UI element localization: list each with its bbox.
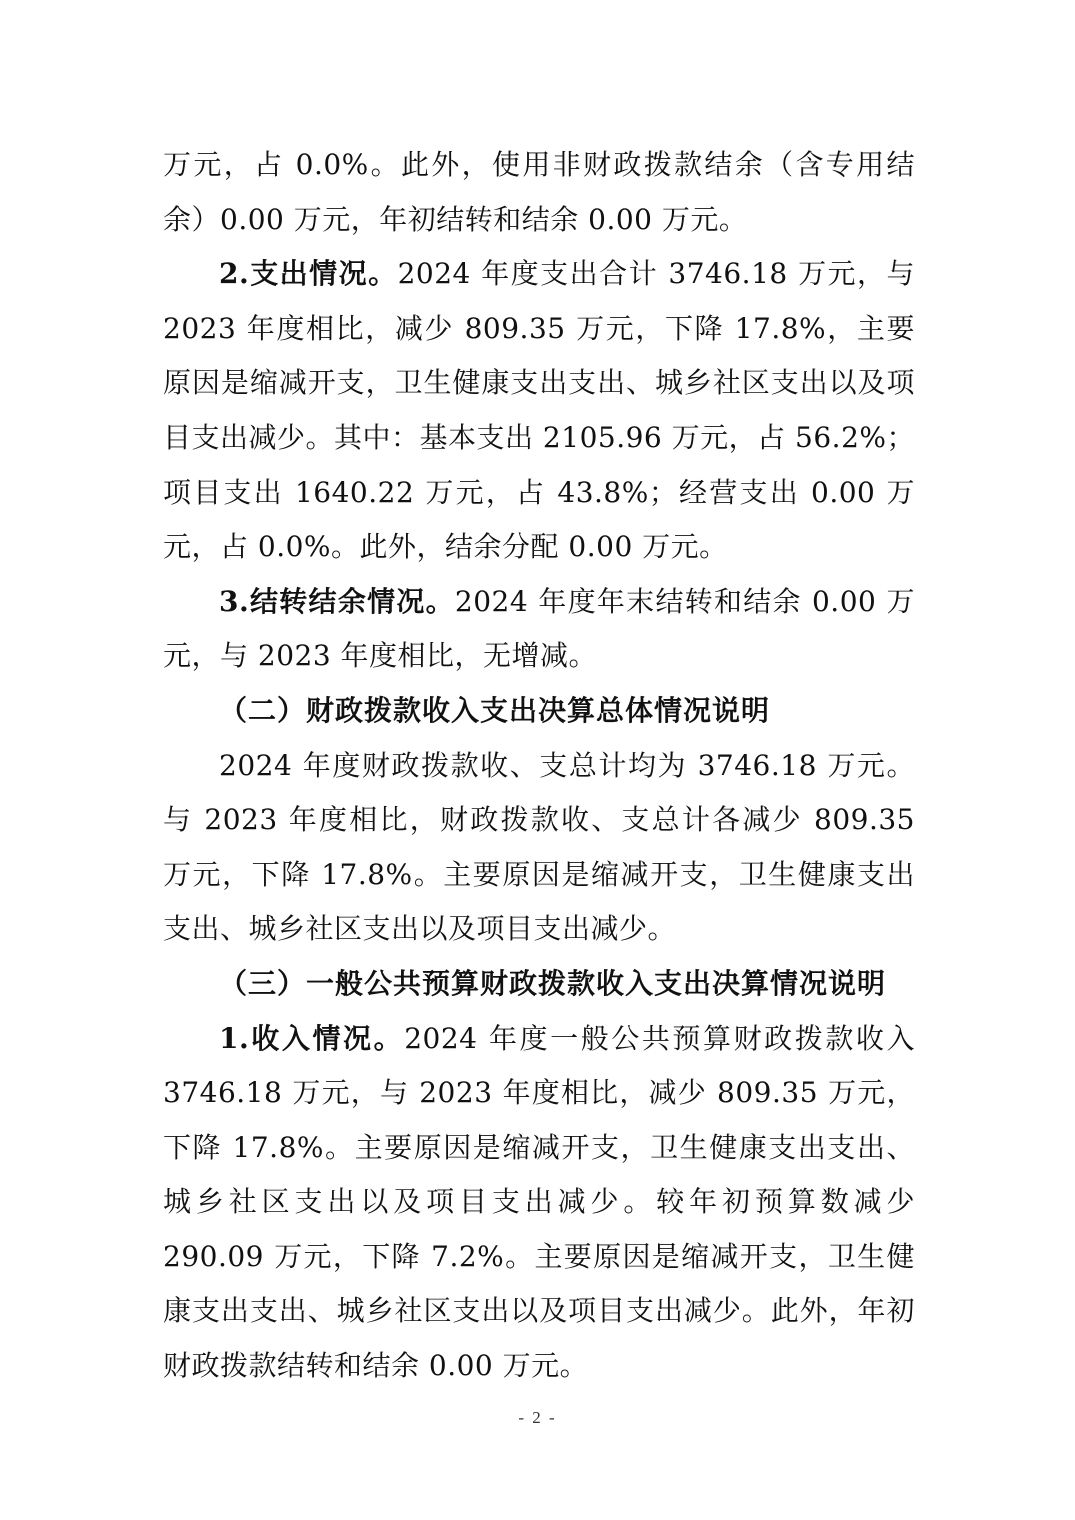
carryover-lead: 3.结转结余情况。 <box>219 584 455 618</box>
paragraph-fiscal-overall: 2024 年度财政拨款收、支总计均为 3746.18 万元。与 2023 年度相比，财政拨款收、支总计各减少 809.35 万元，下降 17.8%。主要原因是缩减开支，卫生健康支出支出、城乡社区支出以及项目支出减少。 <box>163 748 915 946</box>
page-number: - 2 - <box>518 1408 557 1427</box>
document-page <box>163 138 915 1394</box>
expenditure-lead: 2.支出情况。 <box>219 257 398 291</box>
section-heading-2: （二）财政拨款收入支出决算总体情况说明 <box>219 693 771 727</box>
carryover-body: 2024 年度年末结转和结余 0.00 万元，与 2023 年度相比，无增减。 <box>163 584 915 673</box>
income-body: 2024 年度一般公共预算财政拨款收入 3746.18 万元，与 2023 年度相比，减少 809.35 万元，下降 17.8%。主要原因是缩减开支，卫生健康支出支出、城乡社区支出以及项目支出减少。较年初预算数减少 290.09 万元，下降 7.2%。主要原因是缩减开支，卫生健康支出支出、城乡社区支出以及项目支出减少。此外，年初财政拨款结转和结余 0.00 万元。 <box>163 1021 915 1383</box>
paragraph-expenditure <box>163 247 915 575</box>
section-heading-3: （三）一般公共预算财政拨款收入支出决算情况说明 <box>219 966 887 1000</box>
paragraph-carryover <box>163 575 915 684</box>
expenditure-body: 2024 年度支出合计 3746.18 万元，与 2023 年度相比，减少 809.35 万元，下降 17.8%，主要原因是缩减开支，卫生健康支出支出、城乡社区支出以及项目支出减少。其中：基本支出 2105.96 万元，占 56.2%；项目支出 1640.22 万元，占 43.8%；经营支出 0.00 万元，占 0.0%。此外，结余分配 0.00 万元。 <box>163 257 916 564</box>
paragraph-income <box>163 1012 915 1394</box>
paragraph-continued: 万元，占 0.0%。此外，使用非财政拨款结余（含专用结余）0.00 万元，年初结转和结余 0.00 万元。 <box>163 148 915 236</box>
income-lead: 1.收入情况。 <box>219 1021 405 1055</box>
